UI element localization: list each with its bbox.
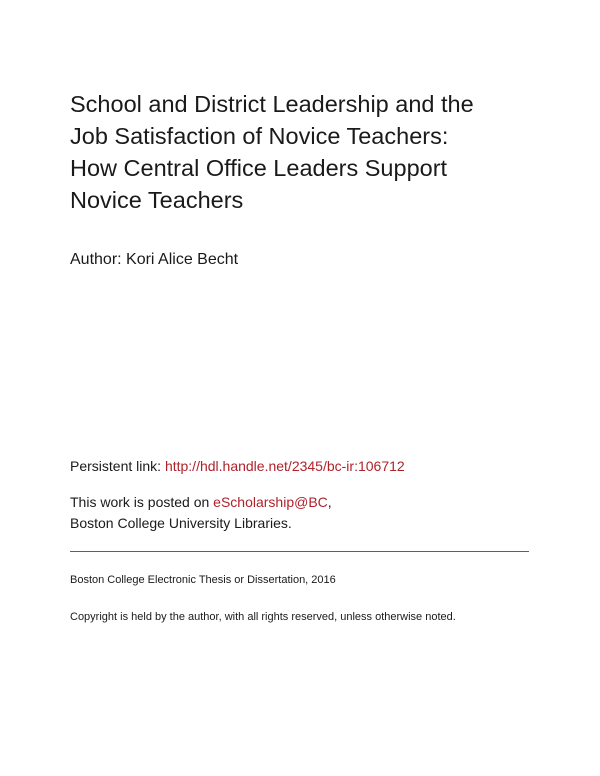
posted-line-2: Boston College University Libraries. <box>70 515 292 531</box>
posted-prefix: This work is posted on <box>70 494 214 510</box>
posted-line-1 <box>70 492 332 513</box>
author-line: Author: Kori Alice Becht <box>70 251 239 268</box>
title-line: How Central Office Leaders Support <box>70 155 448 181</box>
persistent-link[interactable]: http://hdl.handle.net/2345/bc-ir:106712 <box>164 458 405 474</box>
posted-notice <box>70 492 332 534</box>
title-line: School and District Leadership and the <box>70 91 474 117</box>
persistent-link-line <box>70 456 405 476</box>
copyright-notice: Copyright is held by the author, with all rights reserved, unless otherwise noted. <box>70 611 456 623</box>
escholarship-link[interactable]: eScholarship@BC <box>213 494 328 510</box>
etd-note: Boston College Electronic Thesis or Dissertation, 2016 <box>70 574 336 586</box>
title-line: Job Satisfaction of Novice Teachers: <box>70 123 449 149</box>
persistent-link-label: Persistent link: <box>70 458 165 474</box>
posted-suffix: , <box>327 494 332 510</box>
divider-rule <box>70 551 529 552</box>
title-line: Novice Teachers <box>70 187 244 213</box>
document-title <box>70 88 540 216</box>
